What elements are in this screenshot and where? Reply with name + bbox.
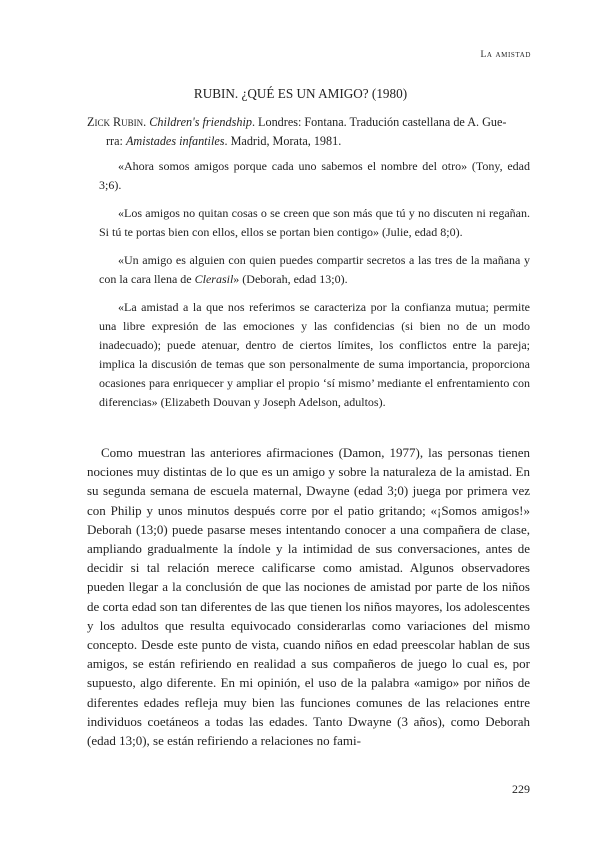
quote-tony: «Ahora somos amigos porque cada uno sabemos el nombre del otro» (Tony, edad 3;6). [99,159,530,192]
quote-deborah [99,251,530,289]
citation-line2-start: rra: [106,134,126,148]
running-head: La amistad [480,50,531,60]
page-number: 229 [512,782,530,796]
quote-deborah-before: «Un amigo es alguien con quien puedes compartir secretos a las tres de la mañana y con la cara llena de [99,253,530,286]
citation-book-title: Children's friendship [149,115,252,129]
section-title: RUBIN. ¿QUÉ ES UN AMIGO? (1980) [193,86,408,101]
citation-author: Zick Rubin. [87,115,147,129]
quote-douvan-adelson: «La amistad a la que nos referimos se caracteriza por la confianza mutua; permite una libre expresión de las emociones y las confidencias (si bien no de un modo inadecuado); puede atenuar, dentro de ciertos límites, los conflictos entre la pareja; implica la discusión de temas que son personalmente de suma importancia, proporciona ocasiones para enriquecer y ampliar el propio ‘sí mismo’ mediante el enfrentamiento con diferencias» (Elizabeth Douvan y Joseph Adelson, adultos). [99,300,530,409]
quote-julie: «Los amigos no quitan cosas o se creen que son más que tú y no discuten ni regañan. Si tú te portas bien con ellos, ellos se portan bien contigo» (Julie, edad 8;0). [99,206,530,239]
citation-line-2 [87,132,530,151]
quote-deborah-italic: Clerasil [194,272,234,286]
citation-translated-title: Amistades infantiles [125,134,225,148]
quotes-block [99,157,530,421]
citation-line1-rest: . Londres: Fontana. Tradución castellana de A. Gue- [251,115,507,129]
body-text [87,443,530,750]
body-paragraph: Como muestran las anteriores afirmaciones (Damon, 1977), las personas tienen nociones muy distintas de lo que es un amigo y sobre la naturaleza de la amistad. En su segunda semana de escuela maternal, Dwayne (edad 3;0) juega por primera vez con Philip y unos minutos después corre por el patio gritando; «¡Somos amigos!» Deborah (13;0) puede pasarse meses intentando conocer a una compañera de clase, ampliando gradualmente la índole y la intimidad de sus conversaciones, antes de decidir si tal relación merece calificarse como amistad. Algunos observadores pueden llegar a la conclusión de que las nociones de amistad por parte de los niños de corta edad son tan diferentes de las que tienen los niños mayores, los adolescentes y los adultos que resulta equivocado considerarlas como variaciones del mismo concepto. Desde este punto de vista, cuando niños en edad preescolar hablan de sus amigos, se están refiriendo en realidad a sus compañeros de juego lo cual es, por supuesto, algo diferente. En mi opinión, el uso de la palabra «amigo» por niños de diferentes edades refleja muy bien las funciones comunes de las relaciones entre individuos coetáneos a todas las edades. Tanto Dwayne (3 años), como Deborah (edad 13;0), se están refiriendo a relaciones no fami- [87,445,530,749]
citation-line2-rest: . Madrid, Morata, 1981. [224,134,342,148]
quote-deborah-after: » (Deborah, edad 13;0). [233,272,348,286]
source-citation [87,113,530,151]
citation-line-1 [87,113,530,132]
